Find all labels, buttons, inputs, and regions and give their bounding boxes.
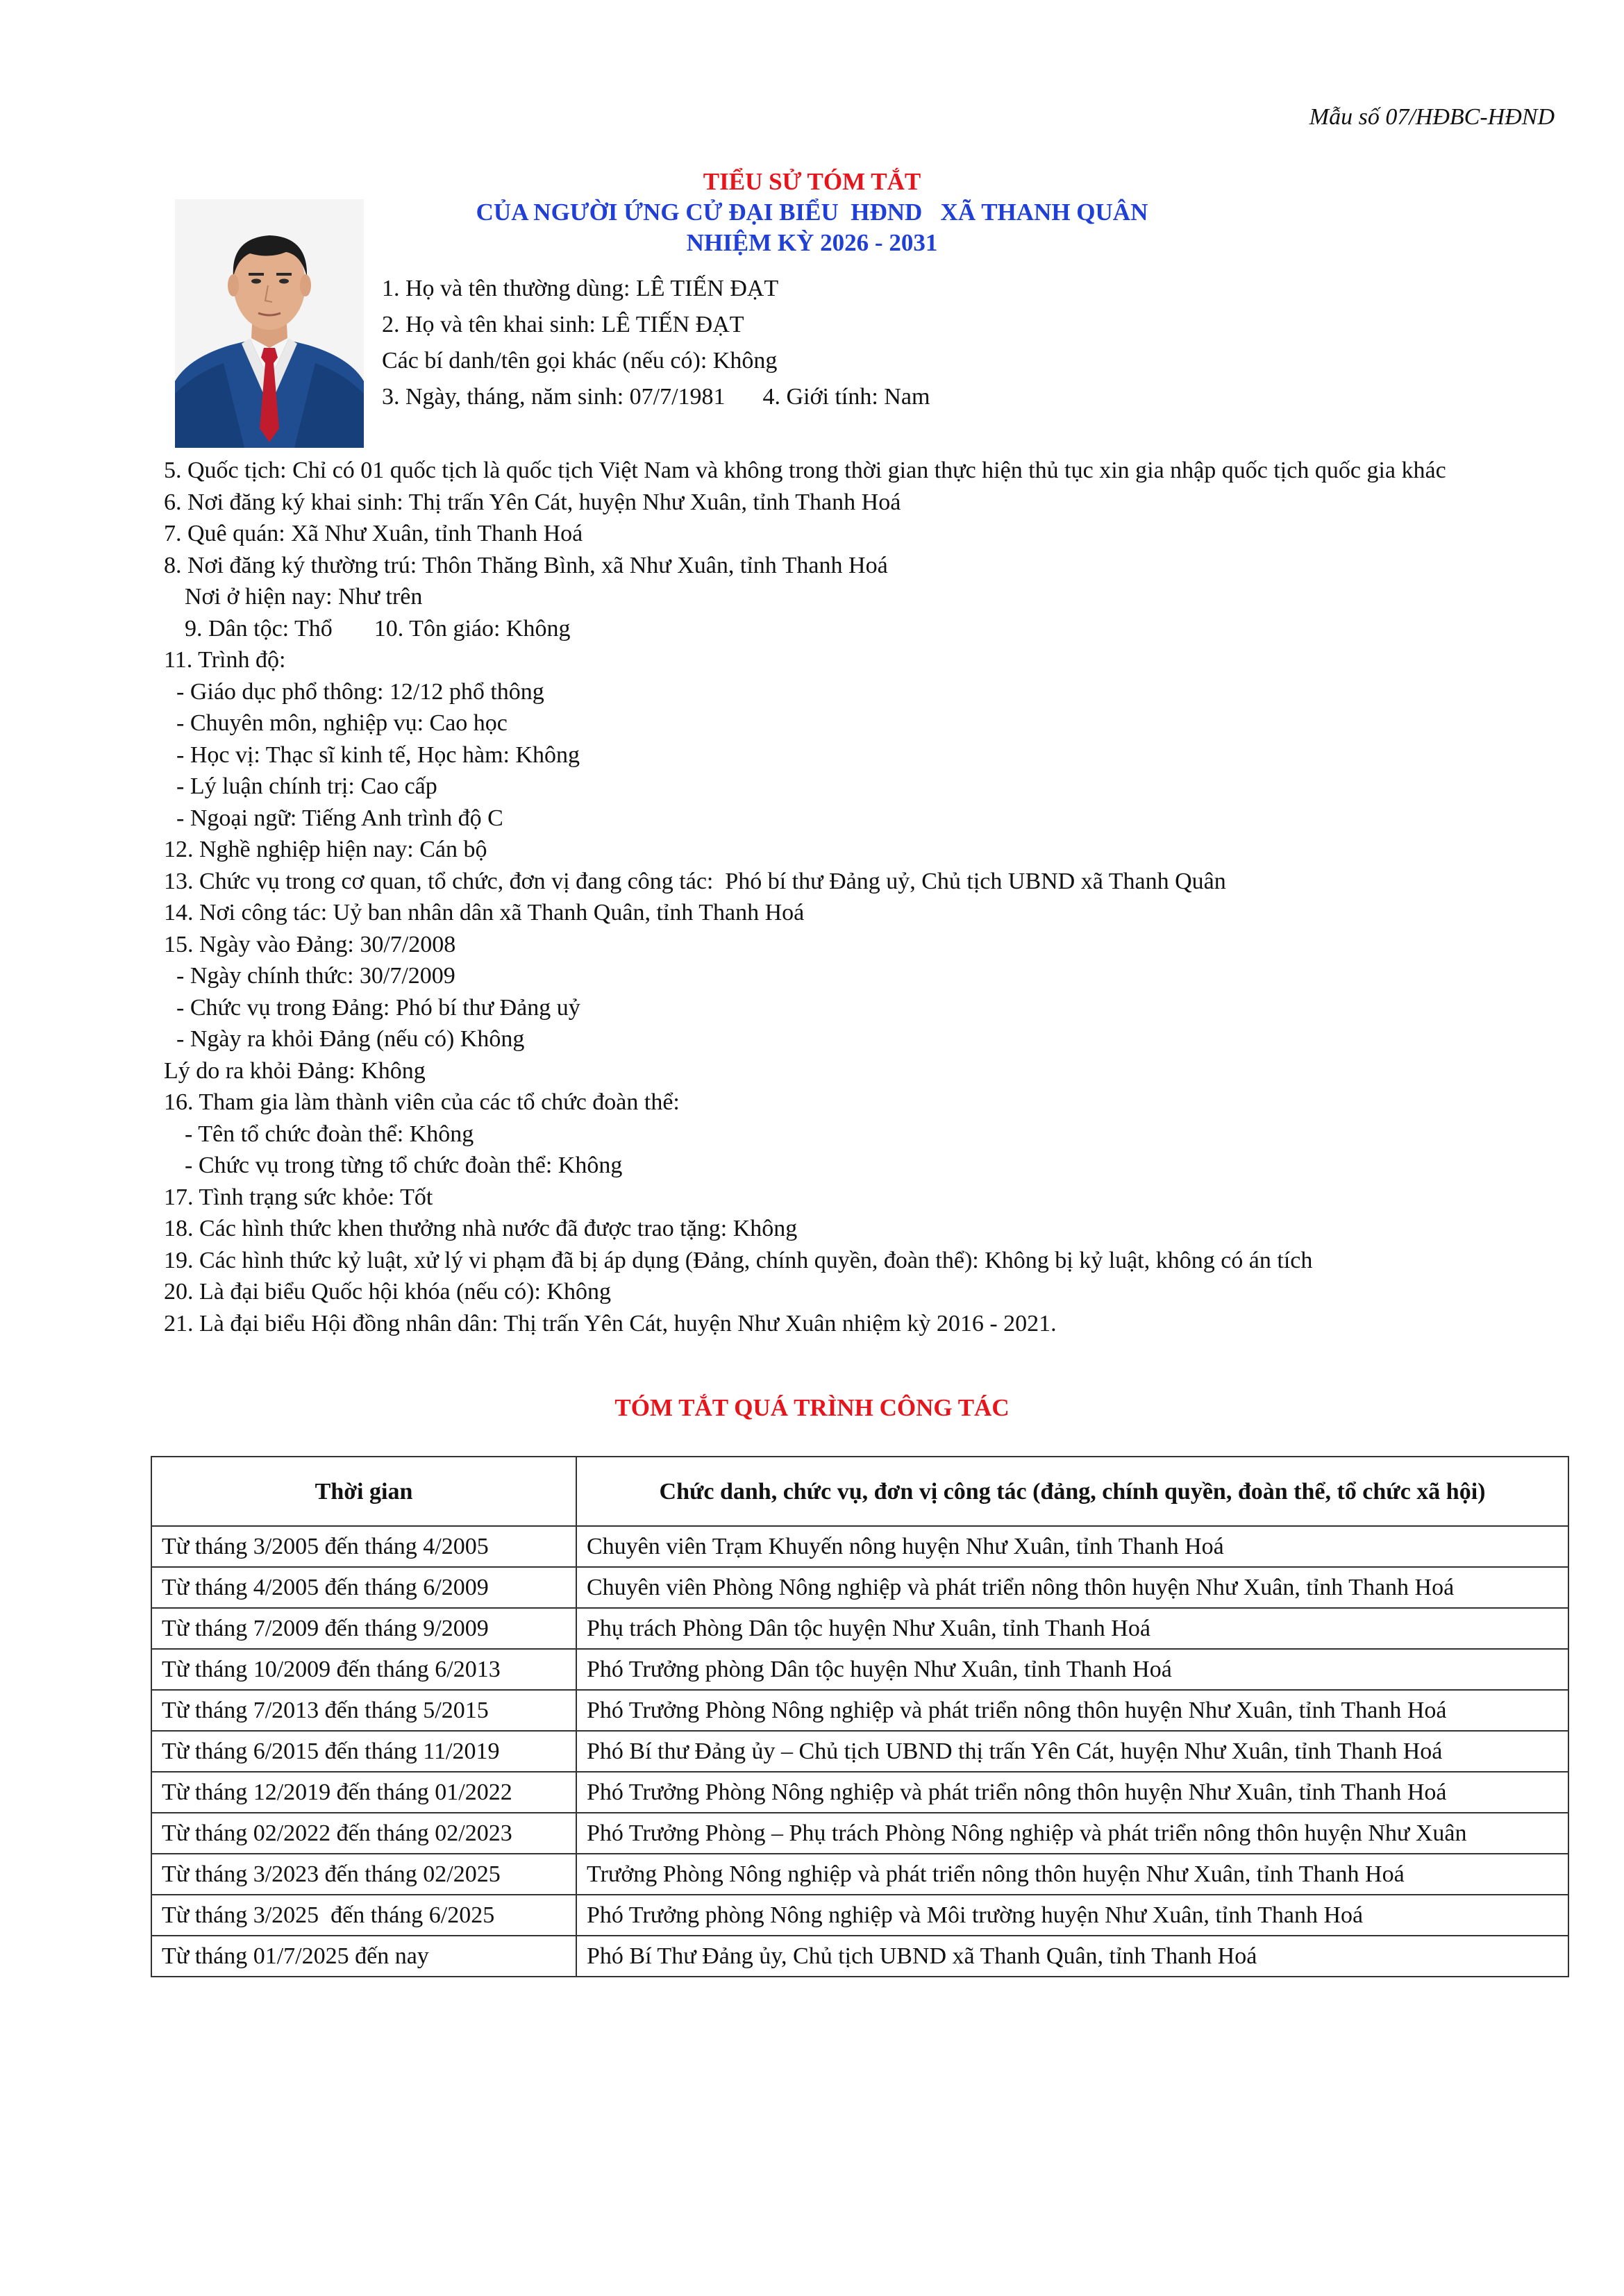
academic-degree: - Học vị: Thạc sĩ kinh tế, Học hàm: Không bbox=[176, 741, 580, 768]
position-cell: Phó Bí thư Đảng ủy – Chủ tịch UBND thị trấn Yên Cát, huyện Như Xuân, tỉnh Thanh Hoá bbox=[576, 1731, 1568, 1772]
national-assembly-membership: 20. Là đại biểu Quốc hội khóa (nếu có): Không bbox=[164, 1279, 611, 1305]
table-row bbox=[151, 1731, 1568, 1772]
column-header-position: Chức danh, chức vụ, đơn vị công tác (đảng, chính quyền, đoàn thể, tổ chức xã hội) bbox=[576, 1457, 1568, 1526]
table-row bbox=[151, 1813, 1568, 1854]
birth-gender-row bbox=[382, 379, 930, 415]
position-cell: Phó Trưởng Phòng Nông nghiệp và phát triển nông thôn huyện Như Xuân, tỉnh Thanh Hoá bbox=[576, 1772, 1568, 1813]
specialty: - Chuyên môn, nghiệp vụ: Cao học bbox=[176, 710, 508, 736]
portrait-image bbox=[175, 199, 364, 448]
period-cell: Từ tháng 01/7/2025 đến nay bbox=[151, 1936, 576, 1977]
workplace: 14. Nơi công tác: Uỷ ban nhân dân xã Thanh Quân, tỉnh Thanh Hoá bbox=[164, 900, 805, 925]
aliases: Các bí danh/tên gọi khác (nếu có): Không bbox=[382, 348, 778, 374]
peoples-council-membership: 21. Là đại biểu Hội đồng nhân dân: Thị trấn Yên Cát, huyện Như Xuân nhiệm kỳ 2016 - 2021. bbox=[164, 1310, 1057, 1336]
position-cell: Phó Trưởng Phòng Nông nghiệp và phát triển nông thôn huyện Như Xuân, tỉnh Thanh Hoá bbox=[576, 1690, 1568, 1731]
position-cell: Phó Trưởng phòng Nông nghiệp và Môi trường huyện Như Xuân, tỉnh Thanh Hoá bbox=[576, 1895, 1568, 1936]
period-cell: Từ tháng 6/2015 đến tháng 11/2019 bbox=[151, 1731, 576, 1772]
birth-registration: 6. Nơi đăng ký khai sinh: Thị trấn Yên Cát, huyện Như Xuân, tỉnh Thanh Hoá bbox=[164, 489, 901, 515]
religion: 10. Tôn giáo: Không bbox=[374, 615, 571, 642]
period-cell: Từ tháng 7/2013 đến tháng 5/2015 bbox=[151, 1690, 576, 1731]
birth-name: 2. Họ và tên khai sinh: LÊ TIẾN ĐẠT bbox=[382, 312, 744, 337]
position-cell: Chuyên viên Phòng Nông nghiệp và phát triển nông thôn huyện Như Xuân, tỉnh Thanh Hoá bbox=[576, 1567, 1568, 1608]
position-cell: Phó Bí Thư Đảng ủy, Chủ tịch UBND xã Thanh Quân, tỉnh Thanh Hoá bbox=[576, 1936, 1568, 1977]
political-theory: - Lý luận chính trị: Cao cấp bbox=[176, 773, 437, 799]
party-position: - Chức vụ trong Đảng: Phó bí thư Đảng uỷ bbox=[176, 994, 580, 1021]
foreign-language: - Ngoại ngữ: Tiếng Anh trình độ C bbox=[176, 805, 503, 831]
table-row bbox=[151, 1567, 1568, 1608]
table-row bbox=[151, 1772, 1568, 1813]
occupation: 12. Nghề nghiệp hiện nay: Cán bộ bbox=[164, 837, 487, 862]
ethnicity: 9. Dân tộc: Thổ bbox=[185, 615, 333, 642]
education-heading: 11. Trình độ: bbox=[164, 647, 286, 673]
state-awards: 18. Các hình thức khen thưởng nhà nước đã được trao tặng: Không bbox=[164, 1216, 798, 1241]
disciplinary-record: 19. Các hình thức kỷ luật, xử lý vi phạm đã bị áp dụng (Đảng, chính quyền, đoàn thể): Không bị kỷ luật, không có án tích bbox=[164, 1247, 1313, 1273]
table-row bbox=[151, 1690, 1568, 1731]
party-leave-date: - Ngày ra khỏi Đảng (nếu có) Không bbox=[176, 1026, 525, 1052]
table-row bbox=[151, 1895, 1568, 1936]
general-education: - Giáo dục phổ thông: 12/12 phổ thông bbox=[176, 678, 544, 705]
period-cell: Từ tháng 02/2022 đến tháng 02/2023 bbox=[151, 1813, 576, 1854]
table-row bbox=[151, 1608, 1568, 1649]
period-cell: Từ tháng 10/2009 đến tháng 6/2013 bbox=[151, 1649, 576, 1690]
position-cell: Chuyên viên Trạm Khuyến nông huyện Như Xuân, tỉnh Thanh Hoá bbox=[576, 1526, 1568, 1567]
organization-position: - Chức vụ trong từng tổ chức đoàn thể: Không bbox=[185, 1153, 623, 1178]
title-line-1: TIỂU SỬ TÓM TẮT bbox=[703, 168, 921, 195]
organization-name: - Tên tổ chức đoàn thể: Không bbox=[185, 1121, 474, 1147]
position-cell: Phó Trưởng Phòng – Phụ trách Phòng Nông nghiệp và phát triển nông thôn huyện Như Xuân bbox=[576, 1813, 1568, 1854]
organizations-heading: 16. Tham gia làm thành viên của các tổ chức đoàn thể: bbox=[164, 1089, 680, 1115]
candidate-photo bbox=[175, 199, 364, 448]
biography-details bbox=[164, 455, 1546, 1339]
ethnicity-religion-row bbox=[164, 613, 1546, 645]
position-cell: Trưởng Phòng Nông nghiệp và phát triển nông thôn huyện Như Xuân, tỉnh Thanh Hoá bbox=[576, 1854, 1568, 1895]
work-history-table bbox=[151, 1456, 1569, 1977]
nationality: 5. Quốc tịch: Chỉ có 01 quốc tịch là quốc tịch Việt Nam và không trong thời gian thực hiện thủ tục xin gia nhập quốc tịch quốc gia khác bbox=[164, 458, 1446, 483]
period-cell: Từ tháng 3/2025 đến tháng 6/2025 bbox=[151, 1895, 576, 1936]
table-row bbox=[151, 1854, 1568, 1895]
table-row bbox=[151, 1649, 1568, 1690]
current-position: 13. Chức vụ trong cơ quan, tổ chức, đơn vị đang công tác: Phó bí thư Đảng uỷ, Chủ tịch UBND xã Thanh Quân bbox=[164, 868, 1226, 894]
common-name: 1. Họ và tên thường dùng: LÊ TIẾN ĐẠT bbox=[382, 276, 779, 301]
party-leave-reason: Lý do ra khỏi Đảng: Không bbox=[164, 1057, 426, 1084]
column-header-period: Thời gian bbox=[151, 1457, 576, 1526]
current-residence: Nơi ở hiện nay: Như trên bbox=[185, 584, 423, 610]
position-cell: Phụ trách Phòng Dân tộc huyện Như Xuân, tỉnh Thanh Hoá bbox=[576, 1608, 1568, 1649]
title-line-3: NHIỆM KỲ 2026 - 2031 bbox=[686, 229, 938, 256]
hometown: 7. Quê quán: Xã Như Xuân, tỉnh Thanh Hoá bbox=[164, 521, 583, 546]
health-status: 17. Tình trạng sức khỏe: Tốt bbox=[164, 1184, 433, 1210]
period-cell: Từ tháng 4/2005 đến tháng 6/2009 bbox=[151, 1567, 576, 1608]
permanent-residence: 8. Nơi đăng ký thường trú: Thôn Thăng Bình, xã Như Xuân, tỉnh Thanh Hoá bbox=[164, 552, 888, 578]
table-row bbox=[151, 1936, 1568, 1977]
period-cell: Từ tháng 7/2009 đến tháng 9/2009 bbox=[151, 1608, 576, 1649]
basic-info bbox=[382, 271, 930, 415]
birth-date: 3. Ngày, tháng, năm sinh: 07/7/1981 bbox=[382, 384, 726, 410]
work-history-title: TÓM TẮT QUÁ TRÌNH CÔNG TÁC bbox=[614, 1394, 1010, 1421]
position-cell: Phó Trưởng phòng Dân tộc huyện Như Xuân, tỉnh Thanh Hoá bbox=[576, 1649, 1568, 1690]
form-number: Mẫu số 07/HĐBC-HĐND bbox=[1309, 104, 1555, 130]
table-row bbox=[151, 1526, 1568, 1567]
period-cell: Từ tháng 3/2023 đến tháng 02/2025 bbox=[151, 1854, 576, 1895]
party-join-date: 15. Ngày vào Đảng: 30/7/2008 bbox=[164, 931, 456, 957]
table-header-row bbox=[151, 1457, 1568, 1526]
period-cell: Từ tháng 3/2005 đến tháng 4/2005 bbox=[151, 1526, 576, 1567]
period-cell: Từ tháng 12/2019 đến tháng 01/2022 bbox=[151, 1772, 576, 1813]
party-official-date: - Ngày chính thức: 30/7/2009 bbox=[176, 963, 455, 989]
gender: 4. Giới tính: Nam bbox=[762, 384, 930, 410]
title-line-2: CỦA NGƯỜI ỨNG CỬ ĐẠI BIỂU HĐND XÃ THANH QUÂN bbox=[476, 199, 1148, 226]
